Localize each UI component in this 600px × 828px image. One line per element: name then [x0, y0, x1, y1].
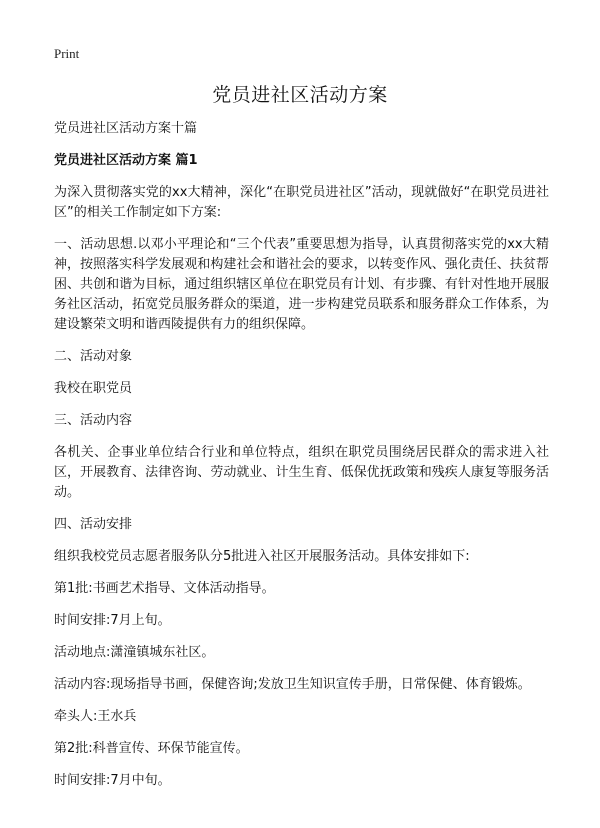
- batch-1-leader: 牵头人:王水兵: [54, 709, 137, 724]
- batch-1-title: 第1批:书画艺术指导、文体活动指导。: [54, 581, 275, 596]
- activity-target-text: 我校在职党员: [54, 381, 133, 396]
- activity-guideline-paragraph: 一、活动思想.以邓小平理论和“三个代表”重要思想为指导，认真贯彻落实党的xx大精神，按照落实科学发展观和构建社会和谐社会的要求，以转变作风、强化责任、扶贫帮困、共创和谐为目标，通过组织辖区单位在职党员有计划、有步骤、有针对性地开展服务社区活动，拓宽党员服务群众的渠道，进一步构建党员联系和服务群众工作体系，为建设繁荣文明和谐西陵提供有力的组织保障。: [54, 237, 549, 332]
- document-subtitle: 党员进社区活动方案十篇: [54, 121, 198, 136]
- heading-activity-schedule: 四、活动安排: [54, 517, 133, 532]
- print-link[interactable]: Print: [54, 46, 80, 61]
- batch-1-location: 活动地点:潇潼镇城东社区。: [54, 645, 215, 660]
- heading-activity-target: 二、活动对象: [54, 349, 133, 364]
- section-heading: 党员进社区活动方案 篇1: [54, 153, 198, 168]
- batch-2-title: 第2批:科普宣传、环保节能宣传。: [54, 741, 249, 756]
- batch-1-content: 活动内容:现场指导书画，保健咨询;发放卫生知识宣传手册，日常保健、体育锻炼。: [54, 677, 531, 692]
- intro-paragraph: 为深入贯彻落实党的xx大精神，深化“在职党员进社区”活动，现就做好“在职党员进社区”的相关工作制定如下方案:: [54, 185, 549, 220]
- activity-content-paragraph: 各机关、企事业单位结合行业和单位特点，组织在职党员围绕居民群众的需求进入社区，开展教育、法律咨询、劳动就业、计生生育、低保优抚政策和残疾人康复等服务活动。: [54, 445, 549, 500]
- heading-activity-content: 三、活动内容: [54, 413, 133, 428]
- document-body: [54, 119, 549, 803]
- schedule-intro: 组织我校党员志愿者服务队分5批进入社区开展服务活动。具体安排如下:: [54, 549, 470, 564]
- batch-2-time: 时间安排:7月中旬。: [54, 773, 171, 788]
- batch-1-time: 时间安排:7月上旬。: [54, 613, 171, 628]
- page-title: 党员进社区活动方案: [212, 84, 388, 106]
